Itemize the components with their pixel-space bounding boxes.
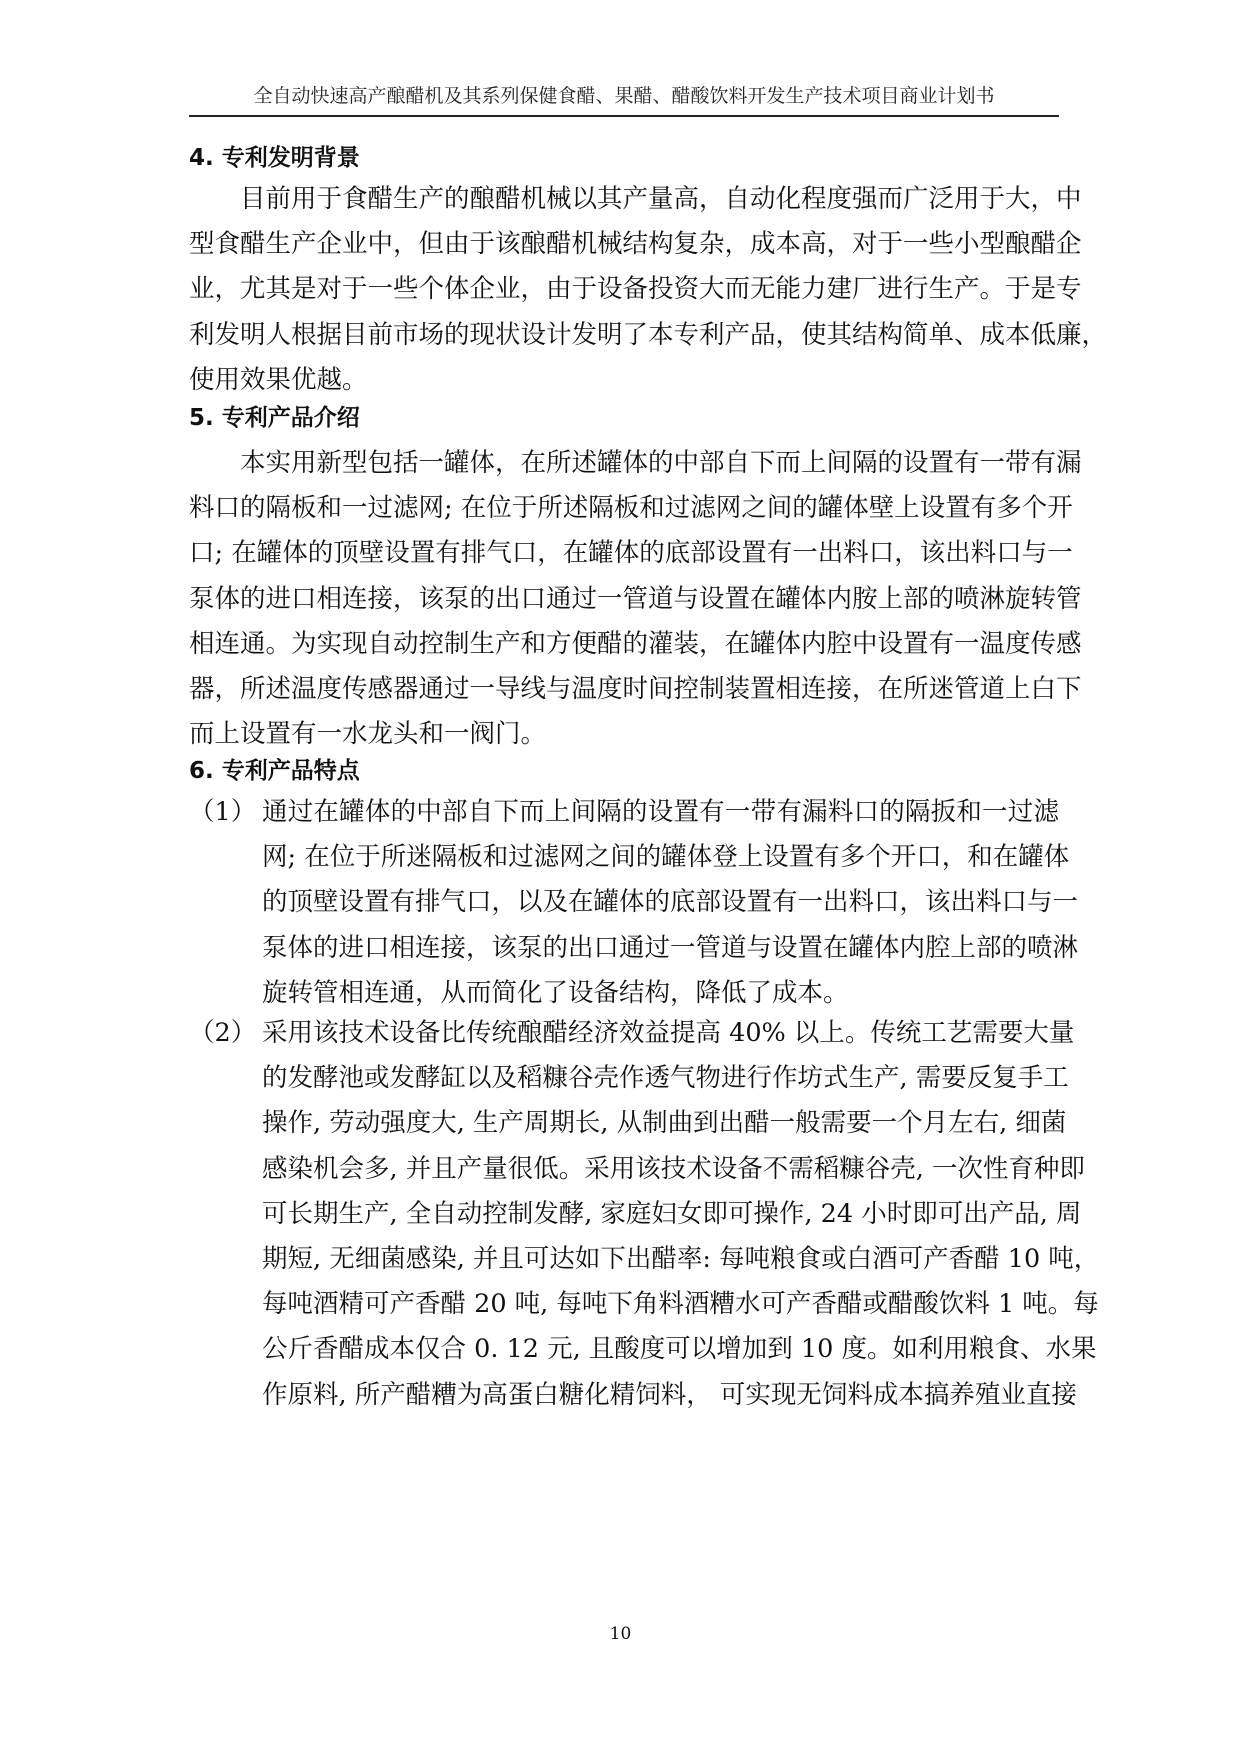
running-header: 全自动快速高产酿醋机及其系列保健食醋、果醋、醋酸饮料开发生产技术项目商业计划书 — [253, 85, 995, 107]
text-line: 相连通。为实现自动控制生产和方便醋的灌装，在罐体内腔中设置有一温度传感 — [189, 628, 1082, 659]
section-heading-4: 4. 专利发明背景 — [189, 145, 360, 171]
text-line: 使用效果优越。 — [189, 364, 368, 395]
text-line: 目前用于食醋生产的酿醋机械以其产量高，自动化程度强而广泛用于大，中 — [189, 184, 1082, 214]
text-line: 而上设置有一水龙头和一阀门。 — [189, 719, 547, 750]
text-line: 型食醋生产企业中，但由于该酿醋机械结构复杂，成本高，对于一些小型酿醋企 — [189, 229, 1082, 260]
section-4-paragraph — [189, 177, 1108, 403]
text-line: 的发酵池或发酵缸以及稻糠谷壳作透气物进行作坊式生产, 需要反复手工 — [262, 1063, 1069, 1094]
section-heading-6: 6. 专利产品特点 — [189, 758, 360, 784]
section-heading-5: 5. 专利产品介绍 — [189, 405, 360, 431]
text-line: 器，所述温度传感器通过一导线与温度时间控制装置相连接，在所迷管道上白下 — [189, 674, 1082, 705]
text-line: 网; 在位于所迷隔板和过滤网之间的罐体登上设置有多个开口，和在罐体 — [262, 842, 1070, 873]
text-line: 感染机会多, 并且产量很低。采用该技术设备不需稻糠谷壳, 一次性育种即 — [262, 1153, 1085, 1184]
text-line: 期短, 无细菌感染, 并且可达如下出醋率: 每吨粮食或白酒可产香醋 10 吨， — [262, 1244, 1100, 1275]
list-item-number: （1） — [189, 797, 257, 827]
text-line: 可长期生产, 全自动控制发酵, 家庭妇女即可操作, 24 小时即可出产品, 周 — [262, 1198, 1082, 1229]
text-line: 泵体的进口相连接，该泵的出口通过一管道与设置在罐体内胺上部的喷淋旋转管 — [189, 583, 1082, 614]
text-line: 业，尤其是对于一些个体企业，由于设备投资大而无能力建厂进行生产。于是专 — [189, 274, 1082, 305]
text-line: 作原料, 所产醋糟为高蛋白糖化精饲料， 可实现无饲料成本搞养殖业直接 — [262, 1379, 1077, 1410]
text-line: 采用该技术设备比传统酿醋经济效益提高 40% 以上。传统工艺需要大量 — [262, 1018, 1075, 1048]
text-line: 利发明人根据目前市场的现状设计发明了本专利产品，使其结构简单、成本低廉， — [189, 319, 1108, 350]
text-line: 口; 在罐体的顶壁设置有排气口，在罐体的底部设置有一出料口，该出料口与一 — [189, 538, 1073, 569]
page-number: 10 — [609, 1624, 632, 1644]
text-line: 操作, 劳动强度大, 生产周期长, 从制曲到出醋一般需要一个月左右, 细菌 — [262, 1108, 1067, 1139]
text-line: 每吨酒精可产香醋 20 吨, 每吨下角料酒糟水可产香醋或醋酸饮料 1 吨。每 — [262, 1289, 1099, 1320]
text-line: 本实用新型包括一罐体，在所述罐体的中部自下而上间隔的设置有一带有漏 — [189, 448, 1082, 478]
text-line: 旋转管相连通，从而简化了设备结构，降低了成本。 — [262, 977, 849, 1008]
section-5-paragraph — [189, 441, 1082, 757]
text-line: 公斤香醋成本仅合 0. 12 元, 且酸度可以增加到 10 度。如利用粮食、水果 — [262, 1334, 1097, 1365]
text-line: 料口的隔板和一过滤网; 在位于所述隔板和过滤网之间的罐体壁上设置有多个开 — [189, 493, 1073, 524]
text-line: 泵体的进口相连接，该泵的出口通过一管道与设置在罐体内腔上部的喷淋 — [262, 932, 1079, 963]
text-line: 通过在罐体的中部自下而上间隔的设置有一带有漏料口的隔扳和一过滤 — [262, 797, 1059, 827]
list-item — [262, 790, 1079, 1016]
list-item-number: （2） — [189, 1018, 257, 1048]
text-line: 的顶壁设置有排气口，以及在罐体的底部设置有一出料口，该出料口与一 — [262, 887, 1079, 918]
list-item — [262, 1011, 1100, 1418]
header-rule — [189, 115, 1059, 117]
